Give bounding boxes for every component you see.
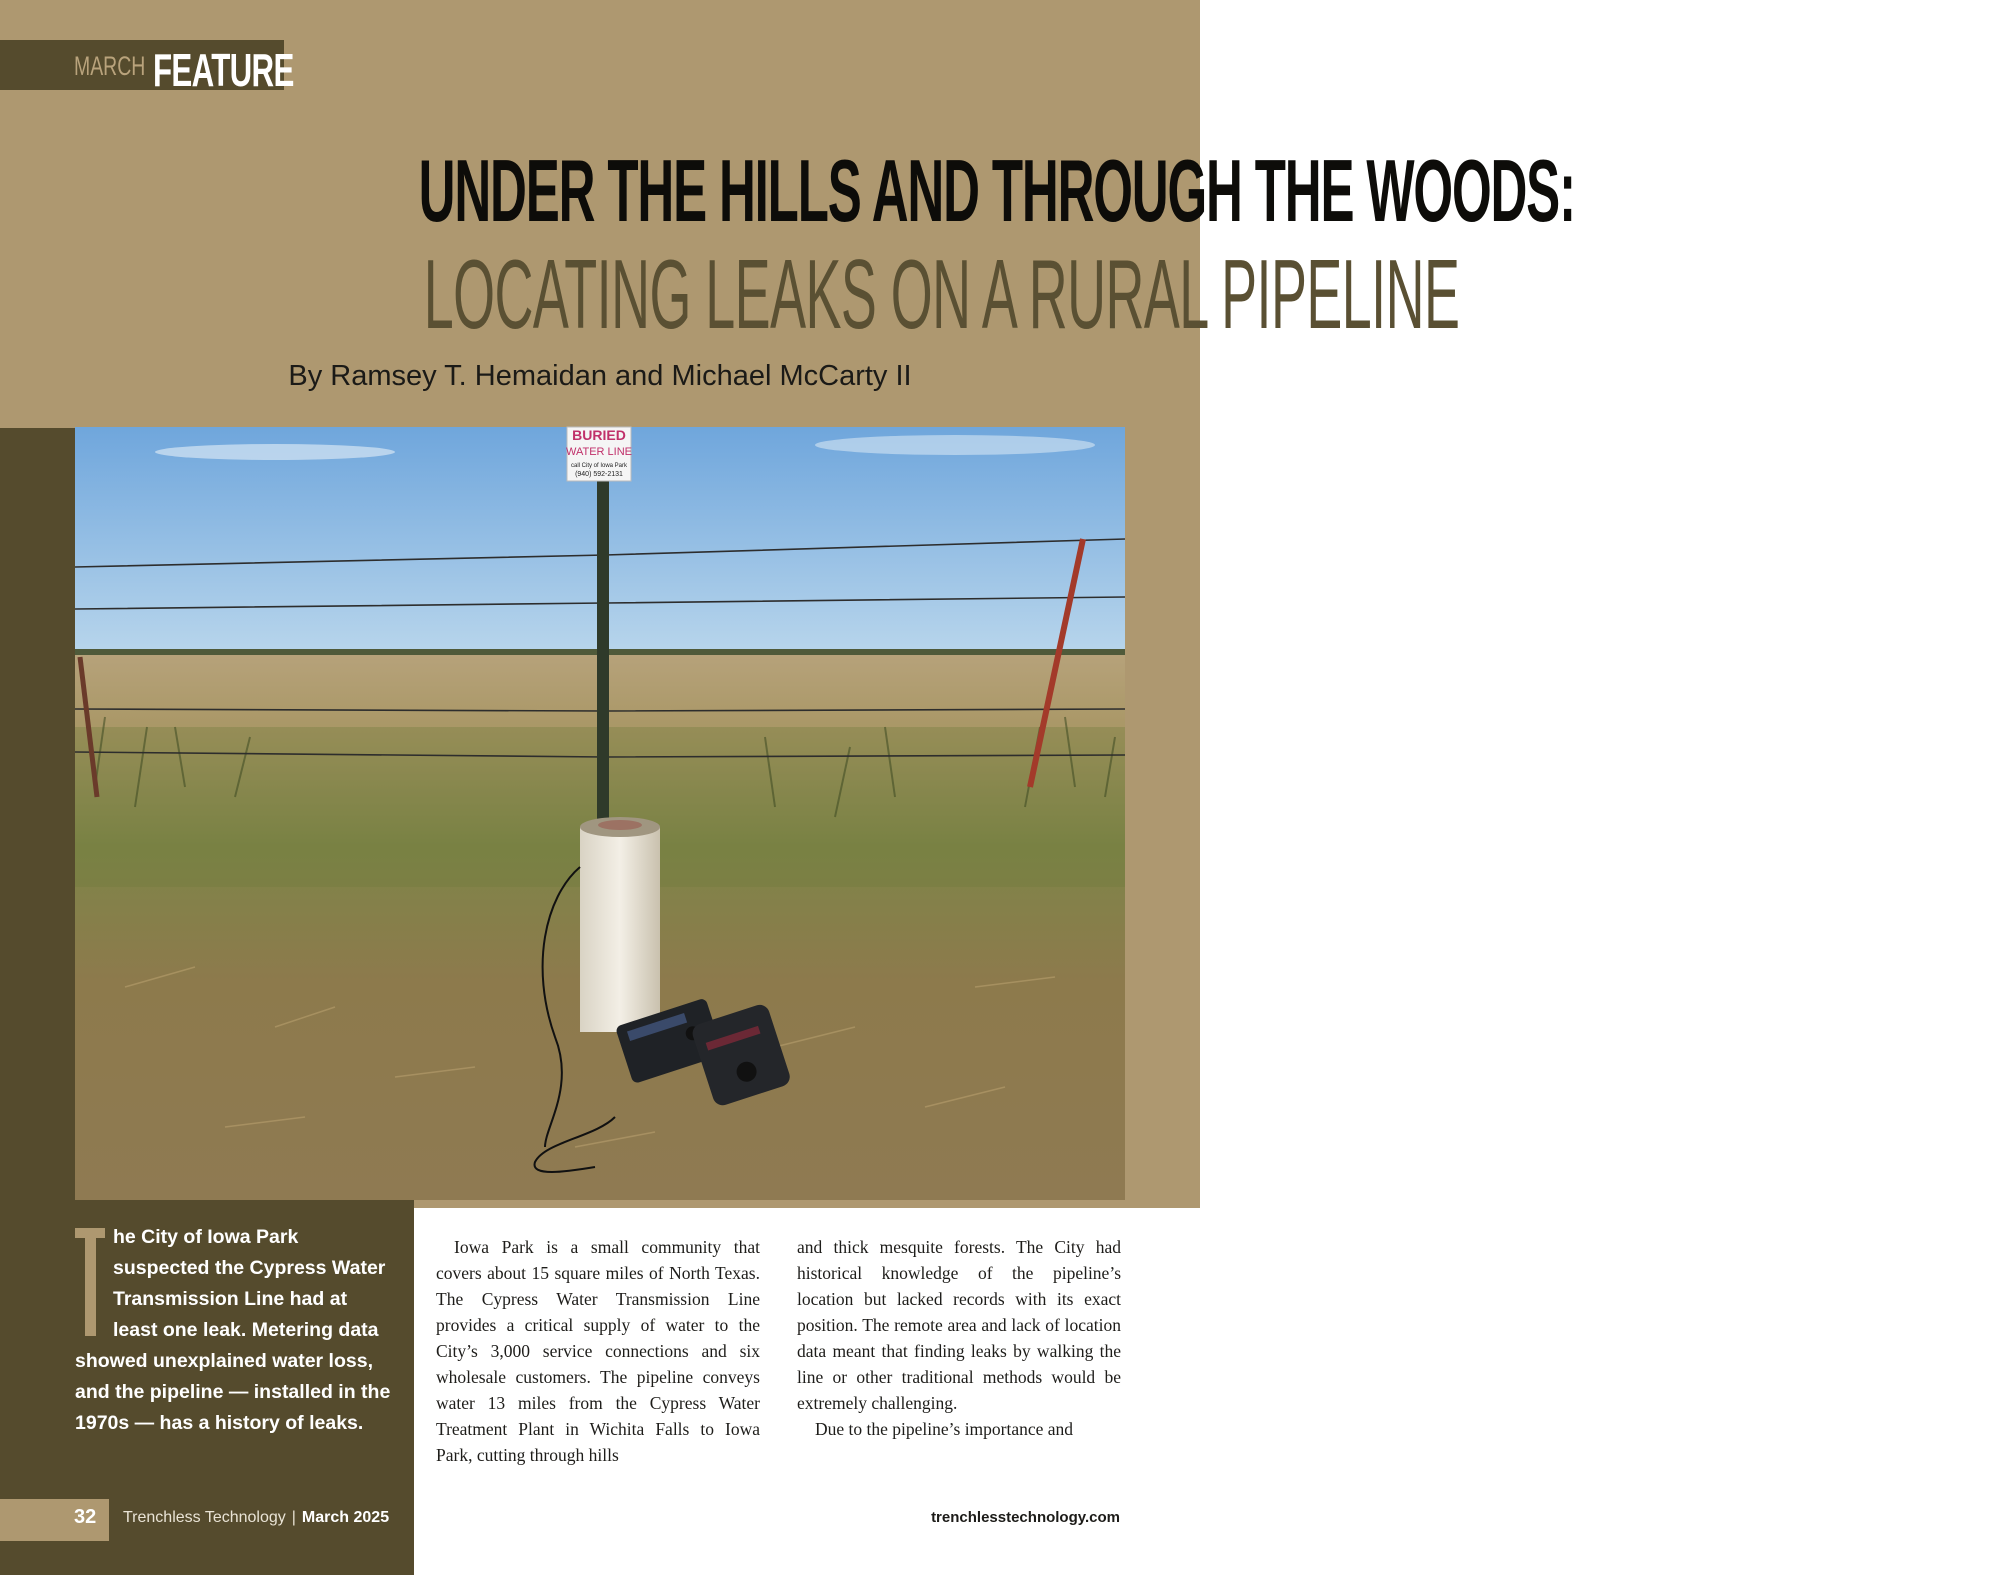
section-tag-month: MARCH	[74, 51, 146, 81]
section-tag	[0, 40, 294, 96]
section-tag-label: FEATURE	[153, 44, 294, 96]
issue-date: March 2025	[301, 1509, 390, 1526]
sign-text-call: call City of Iowa Park	[570, 463, 628, 469]
headline-line-2: LOCATING LEAKS ON A RURAL PIPELINE	[423, 239, 1460, 349]
publication-name: Trenchless Technology	[123, 1509, 286, 1526]
feature-photo	[75, 427, 1125, 1200]
sign-text-buried: BURIED	[572, 427, 626, 443]
footer-website[interactable]: trenchlesstechnology.com	[931, 1509, 1120, 1526]
lead-text: he City of Iowa Park suspected the Cypress Water Transmission Line had at least one leak. Metering data showed unexplained water loss, and the pipeline — installed in the 1970s — has a history of leaks.	[75, 1226, 391, 1434]
sign-text-water-line: WATER LINE	[565, 446, 633, 458]
page-number: 32	[74, 1506, 97, 1528]
body-column-1	[436, 1234, 760, 1468]
drop-cap	[75, 1228, 93, 1336]
body-column-2	[797, 1234, 1121, 1442]
body-paragraph: Due to the pipeline’s importance and	[815, 1419, 1074, 1439]
footer-publication	[123, 1509, 389, 1527]
sign-text-phone: (940) 592-2131	[575, 471, 623, 478]
body-paragraph: Iowa Park is a small community that covers about 15 square miles of North Texas. The Cypress Water Transmission Line provides a critical supply of water to the City’s 3,000 service connections and six wholesale customers. The pipeline conveys water 13 miles from the Cypress Water Treatment Plant in Wichita Falls to Iowa Park, cutting through hills	[436, 1237, 760, 1465]
lead-paragraph	[75, 1222, 395, 1439]
headline-line-1: UNDER THE HILLS AND THROUGH THE WOODS:	[418, 141, 1575, 240]
body-paragraph: and thick mesquite forests. The City had historical knowledge of the pipeline’s location but lacked records with its exact position. The remote area and lack of location data meant that finding leaks by walking the line or other traditional methods would be extremely challenging.	[797, 1237, 1121, 1413]
footer-separator: |	[291, 1509, 296, 1526]
byline: By Ramsey T. Hemaidan and Michael McCarty II	[288, 360, 912, 392]
